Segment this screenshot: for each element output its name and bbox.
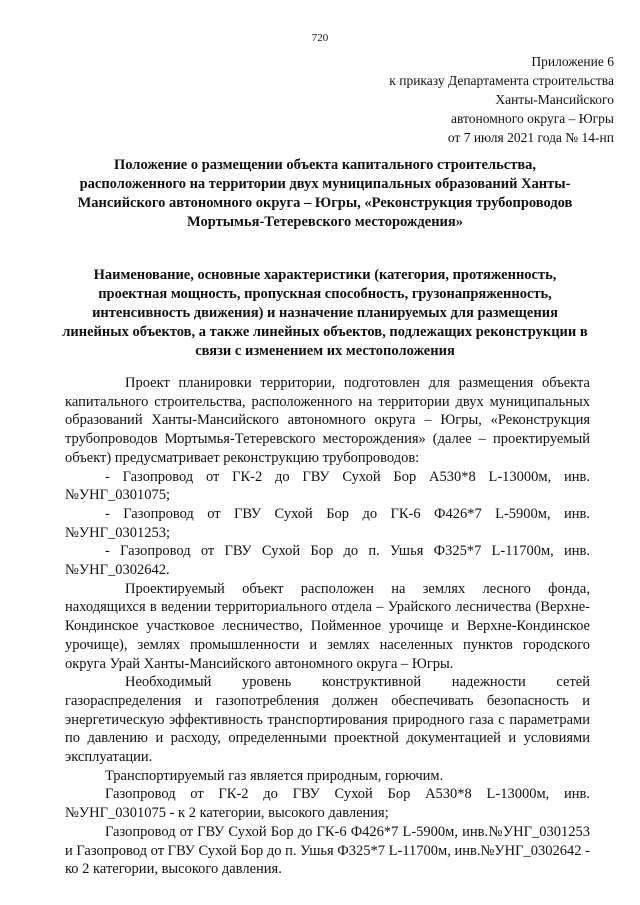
page-number: 720 (311, 32, 329, 44)
body-paragraph: Проектируемый объект расположен на землях лесного фонда, находящихся в ведении территориального отдела – Урайского лесничества (Верхне-Кондинское участковое лесничество, Пойменное урочище и Верхне-Кондинское урочище), землях промышленности и землях населенных пунктов городского округа Урай Ханты-Мансийского автономного округа – Югры. (65, 580, 590, 672)
appendix-header (389, 52, 614, 147)
body-paragraph: Газопровод от ГВУ Сухой Бор до ГК-6 Ф426*7 L-5900м, инв.№УНГ_0301253 и Газопровод от ГВУ Сухой Бор до п. Ушья Ф325*7 L-11700м, инв.№УНГ_0302642 - ко 2 категории, высокого давления. (65, 823, 590, 878)
document-body (65, 374, 590, 879)
body-paragraph: Газопровод от ГК-2 до ГВУ Сухой Бор А530*8 L-13000м, инв.№УНГ_0301075 - к 2 категории, высокого давления; (65, 786, 590, 822)
list-item: - Газопровод от ГВУ Сухой Бор до ГК-6 Ф426*7 L-5900м, инв.№УНГ_0301253; (65, 505, 590, 541)
body-paragraph: Транспортируемый газ является природным, горючим. (105, 767, 444, 784)
appendix-line: от 7 июля 2021 года № 14-нп (447, 130, 614, 145)
body-paragraph: Проект планировки территории, подготовлен для размещения объекта капитального строительства, расположенного на территории двух муниципальных образований Ханты-Мансийского автономного округа – Югры, «Реконструкция трубопроводов Мортымья-Тетеревского месторождения» (далее – проектируемый объект) предусматривает реконструкцию трубопроводов: (65, 375, 590, 466)
list-item: - Газопровод от ГВУ Сухой Бор до п. Ушья Ф325*7 L-11700м, инв.№УНГ_0302642. (65, 543, 590, 579)
appendix-line: автономного округа – Югры (451, 111, 614, 126)
list-item: - Газопровод от ГК-2 до ГВУ Сухой Бор А530*8 L-13000м, инв.№УНГ_0301075; (65, 468, 590, 504)
appendix-line: к приказу Департамента строительства (389, 73, 614, 88)
appendix-line: Ханты-Мансийского (495, 92, 614, 107)
appendix-line: Приложение 6 (531, 54, 614, 69)
section-heading: Наименование, основные характеристики (категория, протяженность, проектная мощность, пропускная способность, грузонапряженность, интенсивность движения) и назначение планируемых для размещения линейных объектов, а также линейных объектов, подлежащих реконструкции в связи с изменением их местоположения (62, 267, 588, 359)
body-paragraph: Необходимый уровень конструктивной надежности сетей газораспределения и газопотребления должен обеспечивать безопасность и энергетическую эффективность транспортирования природного газа с параметрами по давлению и расходу, определенными проектной документацией и условиями эксплуатации. (65, 674, 590, 766)
document-title: Положение о размещении объекта капитального строительства, расположенного на территории двух муниципальных образований Ханты-Мансийского автономного округа – Югры, «Реконструкция трубопроводов Мортымья-Тетеревского месторождения» (77, 157, 573, 230)
